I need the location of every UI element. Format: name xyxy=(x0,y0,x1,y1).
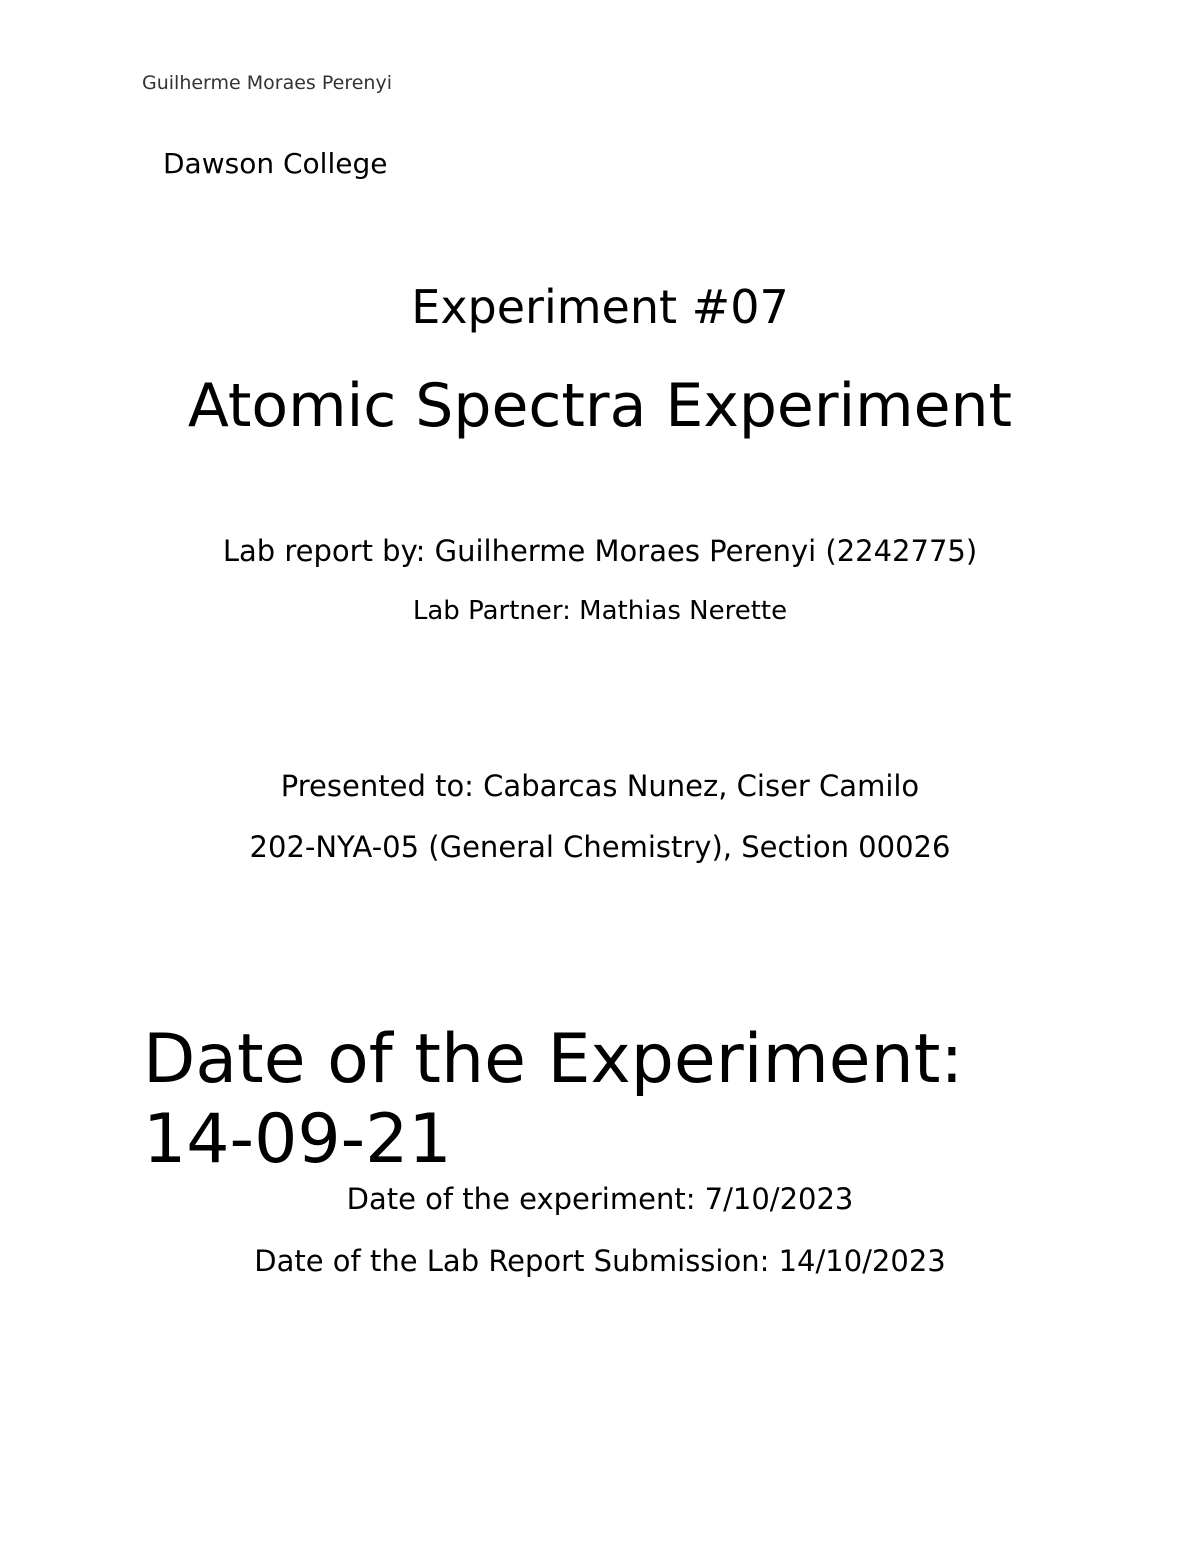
course-info: 202-NYA-05 (General Chemistry), Section 00026 xyxy=(249,830,951,864)
big-date-heading-line2: 14-09-21 xyxy=(143,1100,452,1179)
big-date-heading xyxy=(143,1020,1143,1180)
date-of-submission: Date of the Lab Report Submission: 14/10/2023 xyxy=(254,1244,946,1278)
experiment-number: Experiment #07 xyxy=(411,280,789,334)
presented-to: Presented to: Cabarcas Nunez, Ciser Camilo xyxy=(280,769,920,803)
big-date-heading-line1: Date of the Experiment: xyxy=(143,1020,964,1099)
experiment-title: Atomic Spectra Experiment xyxy=(187,371,1013,441)
page-header-author: Guilherme Moraes Perenyi xyxy=(142,72,392,94)
lab-report-author: Lab report by: Guilherme Moraes Perenyi (2242775) xyxy=(222,534,978,568)
institution-name: Dawson College xyxy=(163,147,388,180)
lab-partner: Lab Partner: Mathias Nerette xyxy=(412,596,788,626)
date-of-experiment: Date of the experiment: 7/10/2023 xyxy=(346,1182,854,1216)
